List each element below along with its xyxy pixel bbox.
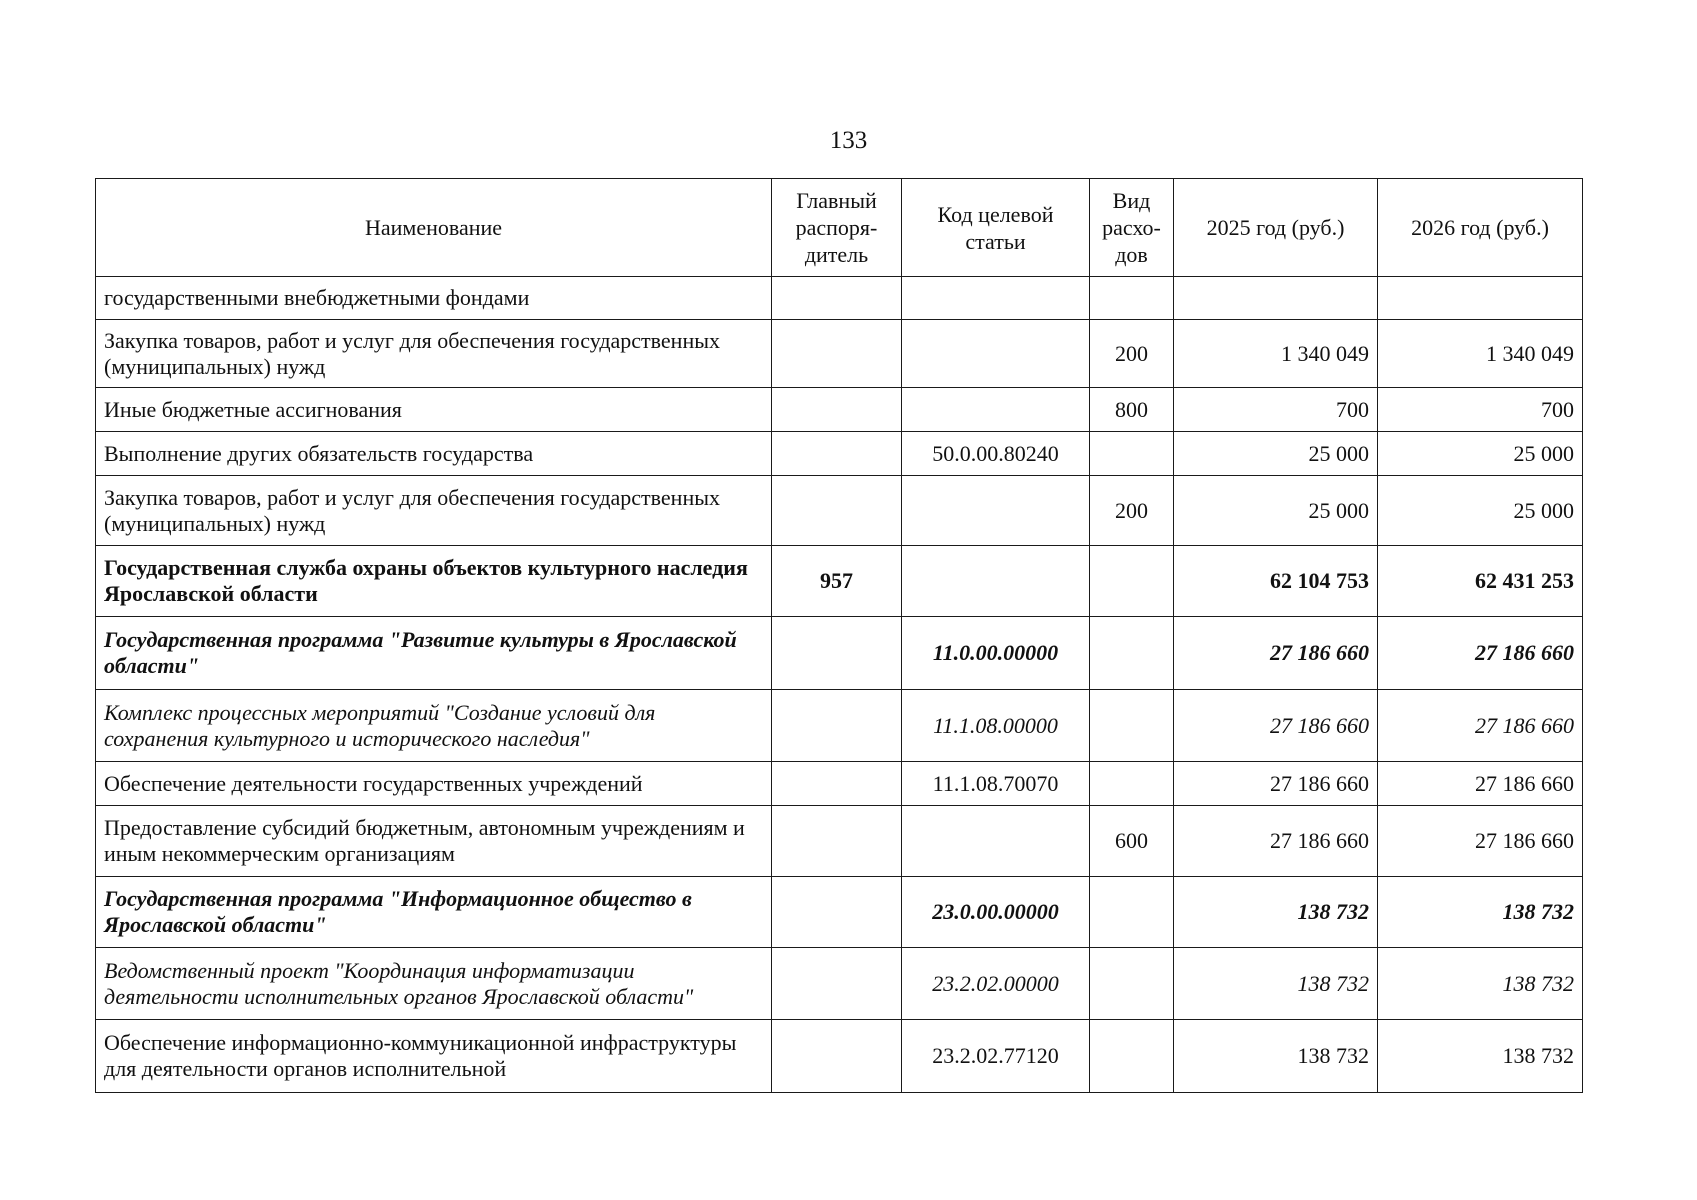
- cell-2026: 1 340 049: [1378, 320, 1583, 388]
- cell-2026: 27 186 660: [1378, 617, 1583, 690]
- cell-type: 200: [1090, 476, 1174, 546]
- cell-2025: 27 186 660: [1174, 690, 1378, 762]
- cell-code: [902, 476, 1090, 546]
- cell-code: [902, 277, 1090, 320]
- cell-2026: 27 186 660: [1378, 806, 1583, 877]
- cell-2025: 25 000: [1174, 476, 1378, 546]
- cell-admin: [772, 690, 902, 762]
- table-row: [96, 388, 1583, 432]
- cell-2026: 138 732: [1378, 1020, 1583, 1093]
- page-number: 133: [829, 127, 868, 154]
- cell-code: 23.0.00.00000: [902, 877, 1090, 948]
- cell-admin: [772, 432, 902, 476]
- cell-name: Государственная служба охраны объектов культурного наследия Ярославской области: [96, 546, 772, 617]
- cell-admin: [772, 806, 902, 877]
- cell-name: Закупка товаров, работ и услуг для обеспечения государственных (муниципальных) нужд: [96, 476, 772, 546]
- table-row: [96, 320, 1583, 388]
- header-2025: 2025 год (руб.): [1174, 179, 1378, 277]
- cell-admin: [772, 617, 902, 690]
- cell-2025: 62 104 753: [1174, 546, 1378, 617]
- cell-2026: [1378, 277, 1583, 320]
- cell-admin: [772, 388, 902, 432]
- cell-2025: 27 186 660: [1174, 762, 1378, 806]
- cell-type: [1090, 432, 1174, 476]
- cell-2025: 138 732: [1174, 877, 1378, 948]
- cell-name: государственными внебюджетными фондами: [96, 277, 772, 320]
- cell-2026: 138 732: [1378, 877, 1583, 948]
- cell-code: [902, 320, 1090, 388]
- cell-2026: 27 186 660: [1378, 762, 1583, 806]
- cell-name: Обеспечение деятельности государственных учреждений: [96, 762, 772, 806]
- cell-type: [1090, 762, 1174, 806]
- cell-2025: 1 340 049: [1174, 320, 1378, 388]
- table-row: [96, 432, 1583, 476]
- cell-2025: 25 000: [1174, 432, 1378, 476]
- cell-name: Ведомственный проект "Координация информатизации деятельности исполнительных органов Ярославской области": [96, 948, 772, 1020]
- table-row: [96, 476, 1583, 546]
- cell-type: [1090, 1020, 1174, 1093]
- table-row: [96, 617, 1583, 690]
- cell-2026: 62 431 253: [1378, 546, 1583, 617]
- table-row: [96, 948, 1583, 1020]
- table-row: [96, 277, 1583, 320]
- table-row: [96, 762, 1583, 806]
- cell-admin: [772, 762, 902, 806]
- cell-2026: 27 186 660: [1378, 690, 1583, 762]
- cell-type: [1090, 877, 1174, 948]
- cell-name: Государственная программа "Развитие культуры в Ярославской области": [96, 617, 772, 690]
- cell-name: Выполнение других обязательств государства: [96, 432, 772, 476]
- cell-type: [1090, 277, 1174, 320]
- cell-name: Предоставление субсидий бюджетным, автономным учреждениям и иным некоммерческим организациям: [96, 806, 772, 877]
- cell-name: Комплекс процессных мероприятий "Создание условий для сохранения культурного и исторического наследия": [96, 690, 772, 762]
- cell-code: [902, 388, 1090, 432]
- cell-2025: 27 186 660: [1174, 617, 1378, 690]
- cell-admin: [772, 877, 902, 948]
- cell-type: 200: [1090, 320, 1174, 388]
- cell-code: 50.0.00.80240: [902, 432, 1090, 476]
- table-row: [96, 806, 1583, 877]
- cell-code: 11.1.08.00000: [902, 690, 1090, 762]
- cell-code: [902, 546, 1090, 617]
- table-row: [96, 1020, 1583, 1093]
- cell-type: 800: [1090, 388, 1174, 432]
- cell-admin: [772, 277, 902, 320]
- header-type: Вид расхо-дов: [1090, 179, 1174, 277]
- cell-code: 11.0.00.00000: [902, 617, 1090, 690]
- cell-2025: [1174, 277, 1378, 320]
- cell-admin: [772, 1020, 902, 1093]
- header-admin: Главный распоря-дитель: [772, 179, 902, 277]
- cell-admin: [772, 320, 902, 388]
- cell-2025: 700: [1174, 388, 1378, 432]
- cell-name: Иные бюджетные ассигнования: [96, 388, 772, 432]
- cell-type: [1090, 617, 1174, 690]
- cell-type: [1090, 546, 1174, 617]
- cell-code: 11.1.08.70070: [902, 762, 1090, 806]
- cell-name: Обеспечение информационно-коммуникационной инфраструктуры для деятельности органов исполнительной: [96, 1020, 772, 1093]
- cell-2026: 25 000: [1378, 476, 1583, 546]
- cell-admin: [772, 476, 902, 546]
- header-code: Код целевой статьи: [902, 179, 1090, 277]
- cell-2025: 138 732: [1174, 948, 1378, 1020]
- cell-name: Закупка товаров, работ и услуг для обеспечения государственных (муниципальных) нужд: [96, 320, 772, 388]
- cell-2025: 27 186 660: [1174, 806, 1378, 877]
- cell-2026: 25 000: [1378, 432, 1583, 476]
- cell-2025: 138 732: [1174, 1020, 1378, 1093]
- table-row: [96, 690, 1583, 762]
- budget-table: [95, 178, 1583, 1093]
- cell-type: [1090, 948, 1174, 1020]
- cell-admin: 957: [772, 546, 902, 617]
- cell-2026: 138 732: [1378, 948, 1583, 1020]
- cell-type: 600: [1090, 806, 1174, 877]
- cell-name: Государственная программа "Информационное общество в Ярославской области": [96, 877, 772, 948]
- table-row: [96, 546, 1583, 617]
- cell-code: 23.2.02.00000: [902, 948, 1090, 1020]
- header-name: Наименование: [96, 179, 772, 277]
- header-2026: 2026 год (руб.): [1378, 179, 1583, 277]
- cell-code: 23.2.02.77120: [902, 1020, 1090, 1093]
- table-header-row: [96, 179, 1583, 277]
- cell-admin: [772, 948, 902, 1020]
- cell-code: [902, 806, 1090, 877]
- cell-type: [1090, 690, 1174, 762]
- table-row: [96, 877, 1583, 948]
- cell-2026: 700: [1378, 388, 1583, 432]
